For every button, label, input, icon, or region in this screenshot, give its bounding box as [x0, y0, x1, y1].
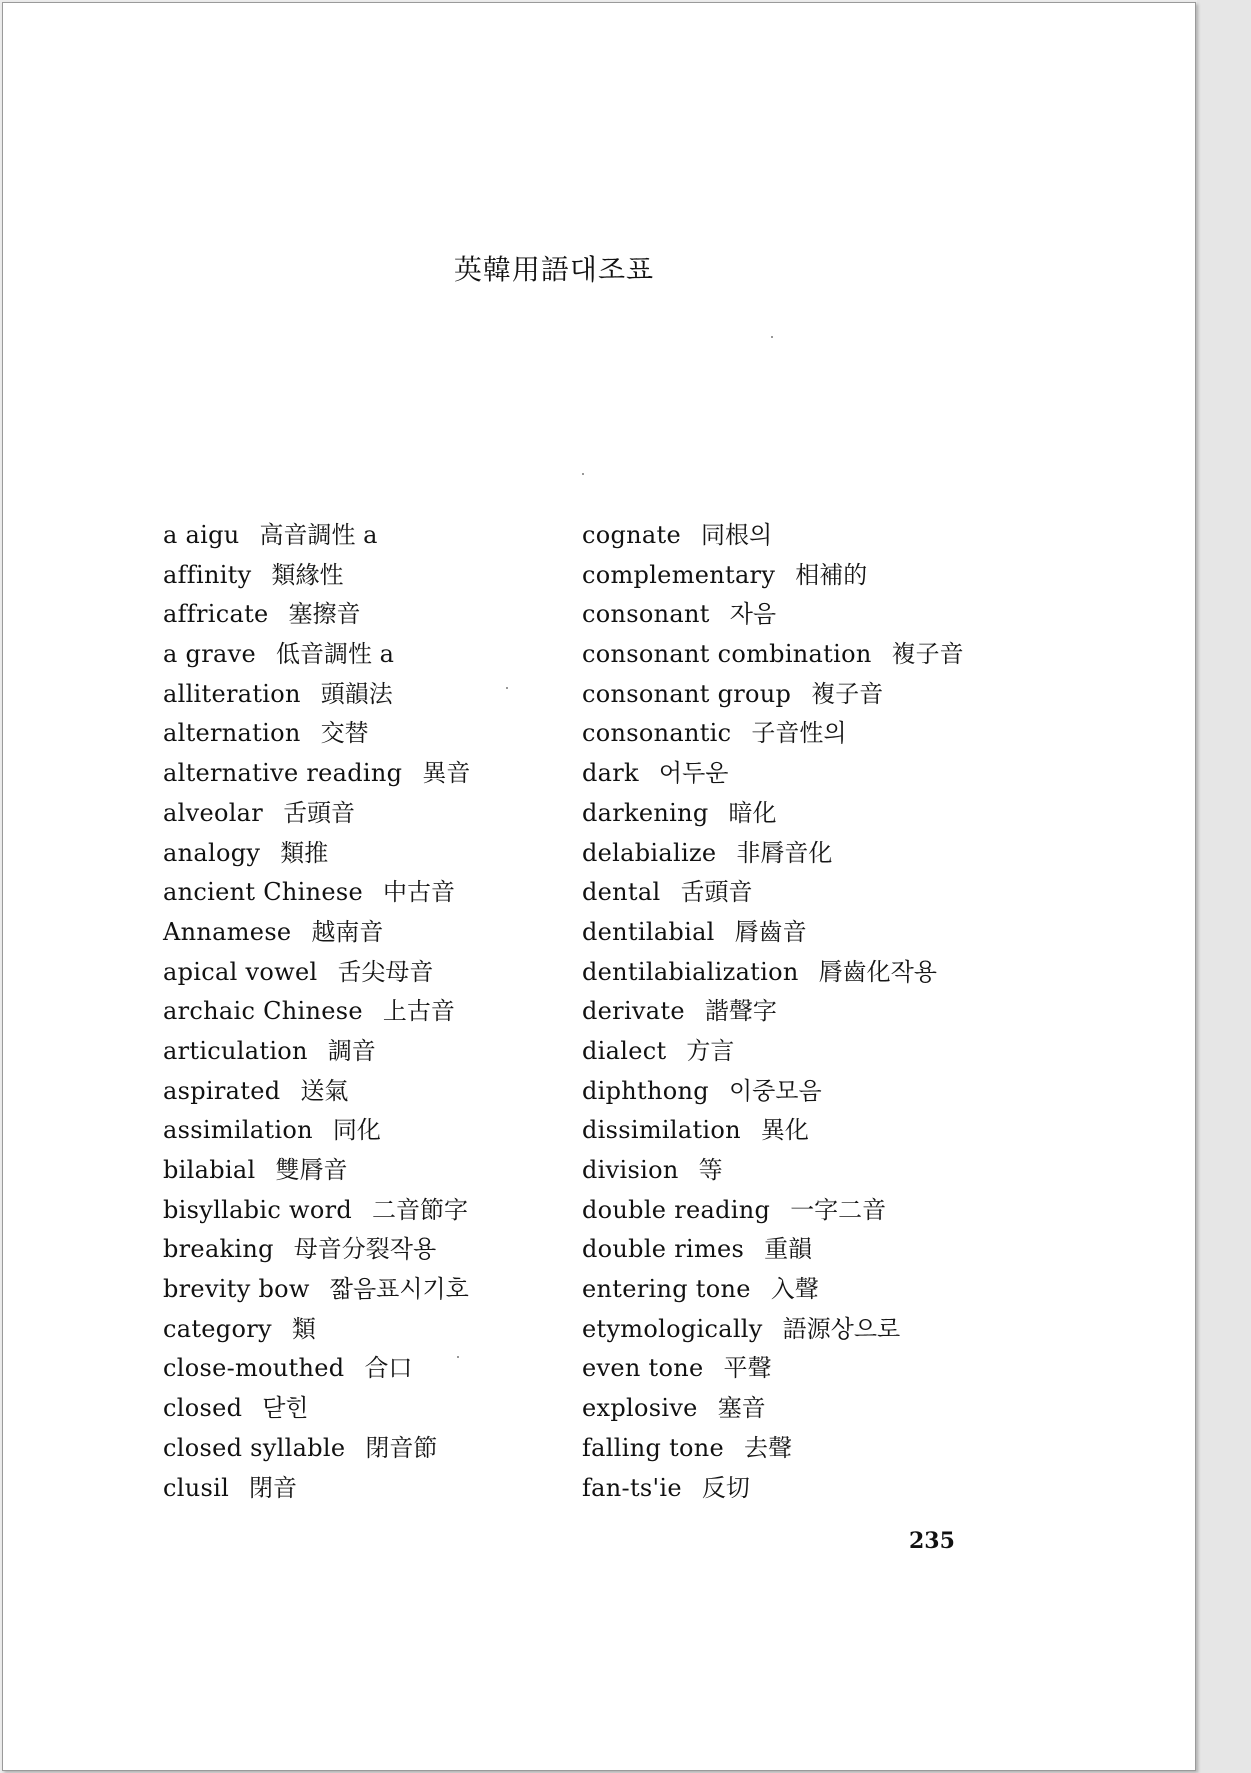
page-title — [3, 248, 1195, 288]
glossary-term: closed syllable — [163, 1433, 346, 1462]
document-page — [2, 2, 1196, 1771]
glossary-gloss: 脣齒音 — [734, 917, 807, 946]
glossary-entry — [163, 595, 553, 635]
glossary-term: dentilabialization — [582, 957, 799, 986]
glossary-term: a aigu — [163, 521, 240, 549]
glossary-term: bisyllabic word — [163, 1195, 353, 1224]
glossary-term: consonant — [582, 600, 710, 629]
glossary-entry — [582, 1032, 1022, 1072]
scan-speck — [771, 336, 773, 338]
glossary-term: etymologically — [582, 1314, 763, 1343]
glossary-term: assimilation — [163, 1116, 313, 1145]
glossary-term: archaic Chinese — [163, 997, 363, 1026]
glossary-gloss: 塞擦音 — [288, 600, 361, 629]
glossary-entry — [582, 1270, 1022, 1310]
glossary-term: consonantic — [582, 719, 732, 748]
page-number: 235 — [909, 1528, 955, 1554]
glossary-gloss: 反切 — [701, 1473, 750, 1502]
glossary-gloss: 相補的 — [795, 560, 868, 589]
glossary-entry — [163, 1230, 553, 1270]
glossary-entry — [582, 595, 1022, 635]
glossary-entry — [163, 1469, 553, 1509]
glossary-gloss: 低音調性 a — [275, 640, 394, 669]
glossary-gloss: 語源상으로 — [782, 1314, 901, 1343]
glossary-entry — [582, 754, 1022, 794]
glossary-gloss: 調音 — [327, 1036, 376, 1065]
glossary-gloss: 合口 — [364, 1354, 413, 1383]
glossary-term: derivate — [582, 997, 685, 1026]
glossary-entry — [163, 516, 553, 556]
glossary-entry — [582, 516, 1022, 556]
glossary-gloss: 類推 — [280, 838, 329, 867]
glossary-entry — [582, 1072, 1022, 1112]
glossary-entry — [163, 635, 553, 675]
glossary-entry — [582, 1151, 1022, 1191]
glossary-term: dark — [582, 759, 639, 788]
glossary-entry — [582, 1469, 1022, 1509]
glossary-gloss: 二音節字 — [372, 1195, 469, 1224]
glossary-term: falling tone — [582, 1433, 725, 1462]
glossary-term: close-mouthed — [163, 1354, 345, 1383]
scan-speck — [506, 687, 508, 689]
glossary-term: articulation — [163, 1036, 308, 1065]
glossary-term: entering tone — [582, 1275, 751, 1304]
glossary-entry — [163, 873, 553, 913]
glossary-term: clusil — [163, 1473, 230, 1502]
glossary-term: fan-ts'ie — [582, 1473, 682, 1502]
glossary-gloss: 閉音節 — [365, 1433, 438, 1462]
glossary-entry — [163, 1389, 553, 1429]
glossary-term: apical vowel — [163, 957, 318, 986]
glossary-gloss: 母音分裂작용 — [293, 1235, 437, 1264]
glossary-gloss: 入聲 — [770, 1275, 819, 1304]
glossary-gloss: 送氣 — [300, 1076, 349, 1105]
glossary-entry — [163, 556, 553, 596]
glossary-gloss: 一字二音 — [790, 1195, 887, 1224]
glossary-entry — [582, 794, 1022, 834]
glossary-gloss: 어두운 — [658, 759, 729, 788]
glossary-entry — [582, 1349, 1022, 1389]
glossary-term: affricate — [163, 600, 269, 629]
glossary-entry — [163, 834, 553, 874]
glossary-gloss: 子音性의 — [751, 719, 847, 748]
glossary-gloss: 複子音 — [811, 679, 884, 708]
glossary-entry — [582, 635, 1022, 675]
glossary-term: alliteration — [163, 679, 301, 708]
glossary-gloss: 舌頭音 — [680, 878, 753, 907]
glossary-term: dental — [582, 878, 661, 907]
glossary-entry — [163, 992, 553, 1032]
glossary-term: double rimes — [582, 1235, 745, 1264]
glossary-entry — [582, 1191, 1022, 1231]
glossary-entry — [163, 794, 553, 834]
glossary-term: darkening — [582, 798, 709, 827]
glossary-entry — [582, 714, 1022, 754]
glossary-right-column — [582, 516, 1022, 1508]
glossary-entry — [163, 1151, 553, 1191]
glossary-entry — [163, 1111, 553, 1151]
glossary-gloss: 複子音 — [891, 640, 964, 669]
glossary-gloss: 諧聲字 — [704, 997, 777, 1026]
glossary-gloss: 異化 — [760, 1116, 809, 1145]
glossary-entry — [163, 1429, 553, 1469]
scan-speck — [457, 1356, 459, 1358]
glossary-term: dissimilation — [582, 1116, 741, 1145]
glossary-entry — [582, 873, 1022, 913]
glossary-gloss: 異音 — [422, 759, 471, 788]
glossary-term: brevity bow — [163, 1275, 310, 1304]
glossary-gloss: 暗化 — [728, 798, 777, 827]
scan-speck — [582, 473, 584, 475]
glossary-entry — [163, 1032, 553, 1072]
glossary-term: affinity — [163, 560, 252, 589]
glossary-gloss: 이중모음 — [728, 1076, 822, 1105]
glossary-gloss: 交替 — [320, 719, 369, 748]
glossary-term: ancient Chinese — [163, 878, 363, 907]
glossary-entry — [163, 953, 553, 993]
glossary-term: delabialize — [582, 838, 717, 867]
glossary-gloss: 塞音 — [717, 1394, 766, 1423]
glossary-entry — [582, 913, 1022, 953]
glossary-gloss: 닫힌 — [262, 1394, 309, 1423]
glossary-term: division — [582, 1156, 679, 1184]
glossary-entry — [163, 1270, 553, 1310]
glossary-entry — [582, 1429, 1022, 1469]
glossary-entry — [163, 913, 553, 953]
glossary-gloss: 頭韻法 — [320, 679, 393, 708]
glossary-entry — [582, 1310, 1022, 1350]
glossary-gloss: 同化 — [332, 1116, 381, 1145]
glossary-entry — [582, 1111, 1022, 1151]
glossary-term: Annamese — [163, 917, 292, 946]
glossary-entry — [163, 1072, 553, 1112]
glossary-entry — [582, 556, 1022, 596]
glossary-entry — [582, 1389, 1022, 1429]
glossary-entry — [582, 834, 1022, 874]
glossary-gloss: 舌尖母音 — [337, 957, 434, 986]
glossary-gloss: 非脣音化 — [736, 838, 833, 867]
glossary-gloss: 等 — [698, 1156, 723, 1184]
glossary-left-column — [163, 516, 553, 1508]
glossary-term: alternative reading — [163, 759, 403, 788]
glossary-term: even tone — [582, 1354, 704, 1383]
glossary-gloss: 舌頭音 — [283, 798, 356, 827]
glossary-gloss: 閉音 — [249, 1473, 298, 1502]
glossary-term: cognate — [582, 521, 681, 549]
glossary-gloss: 平聲 — [723, 1354, 772, 1383]
glossary-entry — [163, 675, 553, 715]
glossary-gloss: 자음 — [729, 600, 777, 629]
glossary-gloss: 類 — [291, 1314, 316, 1343]
glossary-entry — [163, 1349, 553, 1389]
glossary-term: explosive — [582, 1394, 698, 1423]
viewer-background-strip — [1197, 0, 1251, 1773]
glossary-gloss: 方言 — [686, 1036, 735, 1065]
glossary-gloss: 짧음표시기호 — [329, 1275, 469, 1304]
glossary-term: dentilabial — [582, 917, 715, 946]
glossary-term: breaking — [163, 1235, 274, 1264]
glossary-term: consonant group — [582, 679, 792, 708]
glossary-term: complementary — [582, 560, 776, 589]
glossary-gloss: 越南音 — [311, 917, 384, 946]
glossary-entry — [582, 675, 1022, 715]
glossary-gloss: 雙脣音 — [275, 1156, 348, 1184]
glossary-term: analogy — [163, 838, 261, 867]
glossary-term: closed — [163, 1394, 243, 1423]
glossary-gloss: 類緣性 — [271, 560, 344, 589]
glossary-term: category — [163, 1314, 272, 1343]
page-title-text: 英韓用語대조표 — [453, 253, 655, 286]
glossary-gloss: 去聲 — [744, 1433, 793, 1462]
glossary-term: consonant combination — [582, 640, 872, 669]
glossary-entry — [582, 1230, 1022, 1270]
glossary-term: alveolar — [163, 798, 264, 827]
glossary-gloss: 高音調性 a — [259, 521, 378, 549]
glossary-gloss: 重韻 — [764, 1235, 813, 1264]
glossary-entry — [163, 714, 553, 754]
glossary-entry — [582, 953, 1022, 993]
glossary-term: a grave — [163, 640, 256, 669]
glossary-gloss: 同根의 — [700, 521, 773, 549]
glossary-gloss: 上古音 — [382, 997, 455, 1026]
glossary-term: aspirated — [163, 1076, 281, 1105]
glossary-term: alternation — [163, 719, 301, 748]
glossary-term: double reading — [582, 1195, 771, 1224]
glossary-term: bilabial — [163, 1156, 256, 1184]
glossary-entry — [163, 754, 553, 794]
glossary-term: diphthong — [582, 1076, 709, 1105]
glossary-term: dialect — [582, 1036, 667, 1065]
glossary-entry — [163, 1310, 553, 1350]
glossary-entry — [163, 1191, 553, 1231]
glossary-entry — [582, 992, 1022, 1032]
glossary-gloss: 脣齒化작용 — [818, 957, 937, 986]
glossary-gloss: 中古音 — [383, 878, 455, 907]
